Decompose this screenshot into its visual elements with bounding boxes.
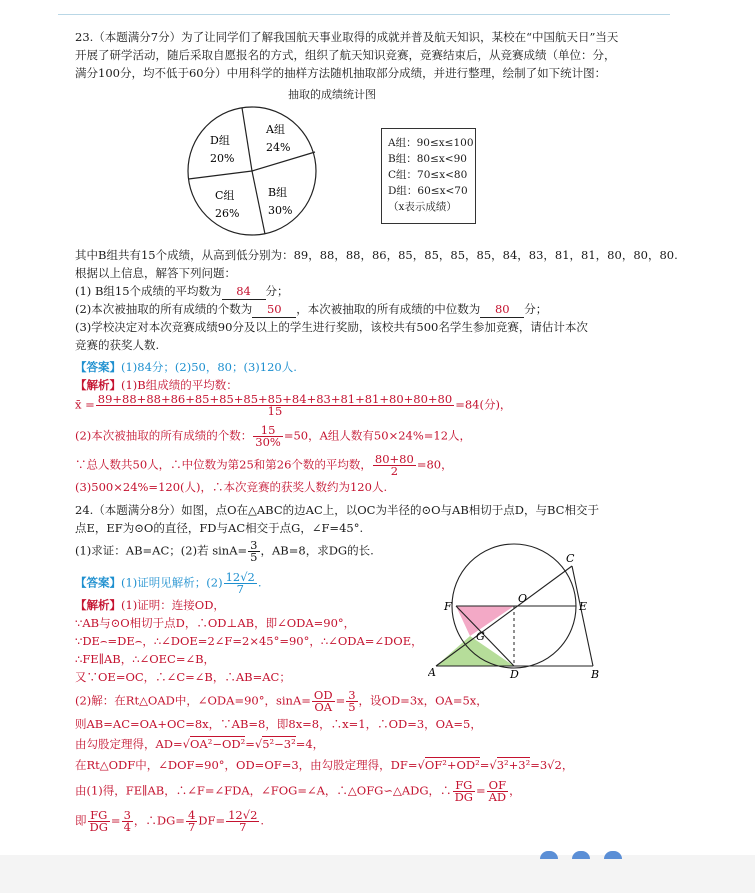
pink-region [456,606,514,636]
line-ac [436,566,572,666]
legend-note: （x表示成绩） [388,201,457,213]
q24-answer: 【答案】(1)证明见解析；(2) $\frac{12√2}{7}$ . [75,570,262,596]
label-g: G [476,630,485,643]
legend-a: A组：90≤x≤100 [388,137,474,149]
answer-blank-1: 84 [222,283,266,300]
q24-line3: (1)求证：AB=AC；(2)若 sinA= $\frac{3}{5}$ ，AB=8，求DG的长. [75,538,374,564]
q24-solution-1: (2)解：在Rt△OAD中，∠ODA=90°，sinA= $\frac{OD}{OA}$ = $\frac{3}{5}$ ，设OD=3x，OA=5x， [75,688,488,714]
geometry-figure [428,538,608,683]
q24-solution-3: 由勾股定理得，AD=√OA²−OD²=√5²−3²=4， [75,737,325,751]
q23-line1: 23.（本题满分7分）为了让同学们了解我国航天事业取得的成就并普及航天知识，某校在“中国航天日”当天 [75,30,619,44]
pie-label-b-group: B组 [268,186,288,199]
chart-title: 抽取的成绩统计图 [288,88,376,101]
pie-label-c-group: C组 [215,189,235,202]
q24-analysis-head: 【解析】(1)证明：连接OD， [75,598,225,612]
q24-line2: 点E，EF为⊙O的直径，FD与AC相交于点G，∠F=45°. [75,521,364,535]
pie-label-d-pct: 20% [210,152,235,165]
q23-part3-line1: (3)学校决定对本次竞赛成绩90分及以上的学生进行奖励，该校共有500名学生参加竞赛，请估计本次 [75,320,588,334]
pie-label-b-pct: 30% [268,204,293,217]
q23-median-formula: ∵总人数共50人，∴中位数为第25和第26个数的平均数， $\frac{80+80}{2}$ =80， [75,452,453,478]
q24-proof-2: ∵DE⌢=DE⌢，∴∠DOE=2∠F=2×45°=90°，∴∠ODA=∠DOE， [75,634,423,648]
q23-part1: (1) B组15个成绩的平均数为 84 分； [75,284,289,298]
pie-label-a-pct: 24% [266,141,291,154]
q23-analysis-head: 【解析】(1)B组成绩的平均数： [75,378,238,392]
q24-proof-1: ∵AB与⊙O相切于点D，∴OD⊥AB，即∠ODA=90°， [75,616,356,630]
q23-line2: 开展了研学活动，随后采取自愿报名的方式，组织了航天知识竞赛，竞赛结束后，从竞赛成绩（单位：分， [75,48,616,62]
q24-solution-6: 即 $\frac{FG}{DG}$ = $\frac{3}{4}$ ，∴DG= $\frac{4}{7}$ DF= $\frac{12√2}{7}$ . [75,808,265,834]
q24-proof-4: 又∵OE=OC，∴∠C=∠B，∴AB=AC； [75,670,291,684]
q24-solution-4: 在Rt△ODF中，∠DOF=90°，OD=OF=3，由勾股定理得，DF=√OF²+OD²=√3²+3²=3√2， [75,758,574,772]
q24-solution-5: 由(1)得，FE∥AB，∴∠F=∠FDA，∠FOG=∠A，∴△OFG∽△ADG，∴ $\frac{FG}{DG}$ = $\frac{OF}{AD}$ ， [75,778,521,804]
pie-label-c-pct: 26% [215,207,240,220]
q23-mean-formula: x̄ = $\frac{89+88+88+86+85+85+85+85+84+83+81+81+80+80+80}{15}$ =84(分)， [75,392,512,418]
q23-answer: 【答案】(1)84分；(2)50，80；(3)120人. [75,360,297,374]
legend-b: B组：80≤x<90 [388,153,467,165]
q23-line3: 满分100分，均不低于60分）中用科学的抽样方法随机抽取部分成绩，并进行整理，绘制了如下统计图： [75,66,607,80]
bottom-shade [0,855,755,893]
label-a: A [428,666,436,679]
label-o: O [518,592,528,605]
q24-proof-3: ∴FE∥AB，∴∠OEC=∠B， [75,652,216,666]
q23-count-formula: (2)本次被抽取的所有成绩的个数： $\frac{15}{30\%}$ =50，A组人数有50×24%=12人， [75,423,472,449]
q23-part2: (2)本次被抽取的所有成绩的个数为 50 ，本次被抽取的所有成绩的中位数为 80 分； [75,302,548,316]
label-f: F [444,600,452,613]
green-region [436,636,514,666]
top-rule [58,14,670,15]
q23-part3-solution: (3)500×24%=120(人)，∴本次竞赛的获奖人数约为120人. [75,480,388,494]
pie-label-a-group: A组 [266,123,285,136]
q23-instructions: 根据以上信息，解答下列问题： [75,266,236,280]
answer-blank-2: 50 [252,301,296,318]
q24-line1: 24.（本题满分8分）如图，点O在△ABC的边AC上，以OC为半径的⊙O与AB相切于点D，与BC相交于 [75,503,599,517]
label-c: C [566,552,575,565]
bottom-decoration [540,848,636,862]
label-b: B [591,668,600,681]
legend-c: C组：70≤x<80 [388,169,468,181]
grade-legend-box [381,128,476,224]
pie-label-d-group: D组 [210,134,230,147]
label-e: E [579,600,588,613]
pie-chart [180,103,325,243]
answer-blank-3: 80 [480,301,524,318]
legend-d: D组：60≤x<70 [388,185,468,197]
q24-solution-2: 则AB=AC=OA+OC=8x，∵AB=8，即8x=8，∴x=1，∴OD=3，OA=5， [75,717,482,731]
label-d: D [510,668,519,681]
q23-b-scores: 其中B组共有15个成绩，从高到低分别为：89，88，88，86，85，85，85，85，84，83，81，81，80，80，80. [75,248,678,262]
q23-part3-line2: 竞赛的获奖人数. [75,338,160,352]
